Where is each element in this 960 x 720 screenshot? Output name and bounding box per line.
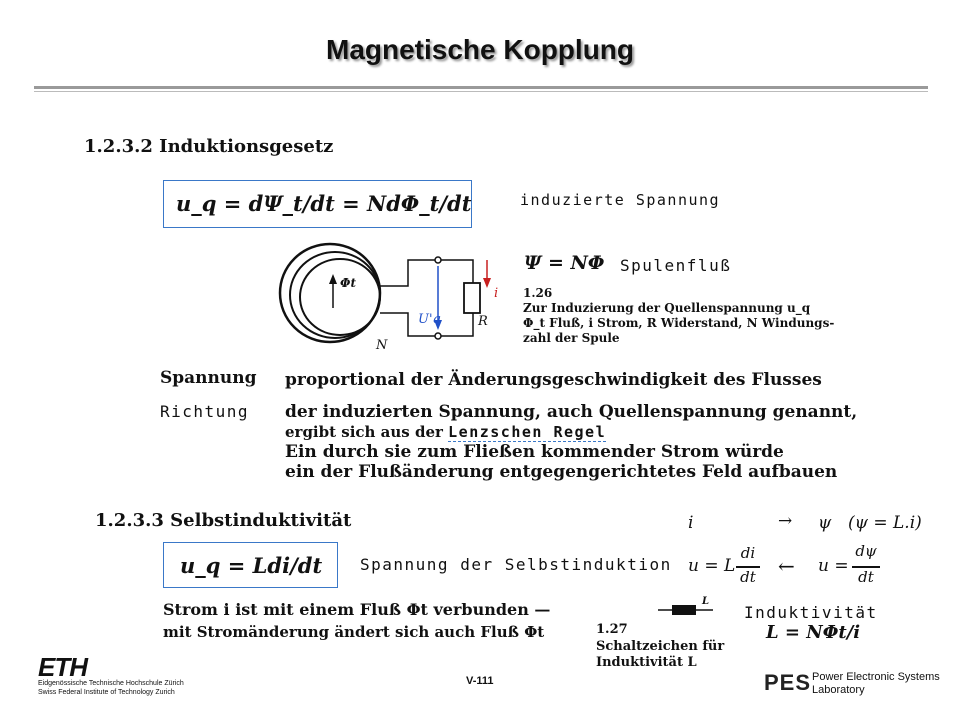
- eth-logo: ETH: [38, 652, 87, 682]
- self-induction-formula-box: [163, 542, 338, 588]
- eth-name-en: Swiss Federal Institute of Technology Zurich: [38, 689, 175, 696]
- back-arrow: ←: [778, 554, 795, 578]
- richtung-line: ein der Flußänderung entgegengerichtetes Feld aufbauen: [285, 462, 838, 482]
- coil-circuit-diagram: [278, 238, 508, 358]
- frac-numerator: dψ: [855, 542, 877, 560]
- spannung-term: Spannung: [160, 368, 257, 388]
- map-current: i: [688, 513, 694, 533]
- richtung-term: Richtung: [160, 402, 250, 421]
- flux-label-text: Spulenfluß: [620, 256, 732, 275]
- induction-formula-label: induzierte Spannung: [520, 191, 721, 209]
- page-number: V-111: [466, 675, 494, 687]
- title-rule: [34, 86, 928, 89]
- figure-caption-line: Schaltzeichen für: [596, 639, 725, 654]
- map-arrow: →: [778, 511, 793, 531]
- richtung-text: ergibt sich aus der: [285, 423, 443, 441]
- figure-caption-line: zahl der Spule: [523, 331, 620, 345]
- inductance-label: Induktivität: [744, 603, 878, 622]
- voltage-label: U'q: [418, 312, 441, 327]
- u-eq-left: u = L: [688, 556, 736, 576]
- self-induction-formula: u_q = Ldi/dt: [180, 553, 323, 578]
- frac-denominator: dt: [740, 568, 756, 586]
- section-heading-induction: 1.2.3.2 Induktionsgesetz: [84, 136, 334, 157]
- frac-denominator: dt: [858, 568, 874, 586]
- flux-label: Φt: [340, 276, 356, 290]
- pes-logo: PES: [764, 670, 812, 695]
- current-change-line: mit Stromänderung ändert sich auch Fluß Φt: [163, 623, 545, 641]
- title-rule-thin: [34, 91, 928, 92]
- turns-label: N: [376, 338, 388, 353]
- frac-numerator: di: [740, 544, 756, 562]
- richtung-line: [285, 423, 606, 441]
- current-label: i: [494, 286, 499, 301]
- section-heading-self-inductance: 1.2.3.3 Selbstinduktivität: [95, 510, 352, 531]
- lenz-rule: Lenzschen Regel: [448, 423, 607, 441]
- map-psi: ψ: [818, 513, 832, 533]
- figure-caption-line: Zur Induzierung der Quellenspannung u_q: [523, 301, 811, 315]
- u-eq-right: u =: [818, 556, 849, 576]
- inductor-symbol-label: L: [702, 596, 710, 607]
- eth-name-de: Eidgenössische Technische Hochschule Zürich: [38, 680, 184, 687]
- figure-number-127: 1.27: [596, 622, 628, 637]
- inductance-formula: L = NΦt/i: [766, 622, 861, 643]
- self-induction-label: Spannung der Selbstinduktion: [360, 555, 672, 574]
- current-flux-line: Strom i ist mit einem Fluß Φt verbunden —: [163, 600, 551, 619]
- induction-formula: u_q = dΨ_t/dt = NdΦ_t/dt: [176, 191, 472, 216]
- pes-name-line: Laboratory: [812, 684, 865, 696]
- figure-number-126: 1.26: [523, 286, 553, 300]
- resistor-label: R: [478, 314, 488, 329]
- figure-caption-line: Φ_t Fluß, i Strom, R Widerstand, N Windungs-: [523, 316, 835, 330]
- slide-title: Magnetische Kopplung: [326, 34, 634, 65]
- pes-name-line: Power Electronic Systems: [812, 671, 940, 683]
- induction-formula-box: [163, 180, 472, 228]
- spannung-text: proportional der Änderungsgeschwindigkeit des Flusses: [285, 370, 822, 390]
- richtung-line: der induzierten Spannung, auch Quellenspannung genannt,: [285, 402, 858, 422]
- map-relation: (ψ = L.i): [848, 513, 922, 533]
- figure-caption-line: Induktivität L: [596, 655, 697, 670]
- flux-formula: Ψ = NΦ: [524, 252, 605, 274]
- richtung-line: Ein durch sie zum Fließen kommender Strom würde: [285, 442, 784, 462]
